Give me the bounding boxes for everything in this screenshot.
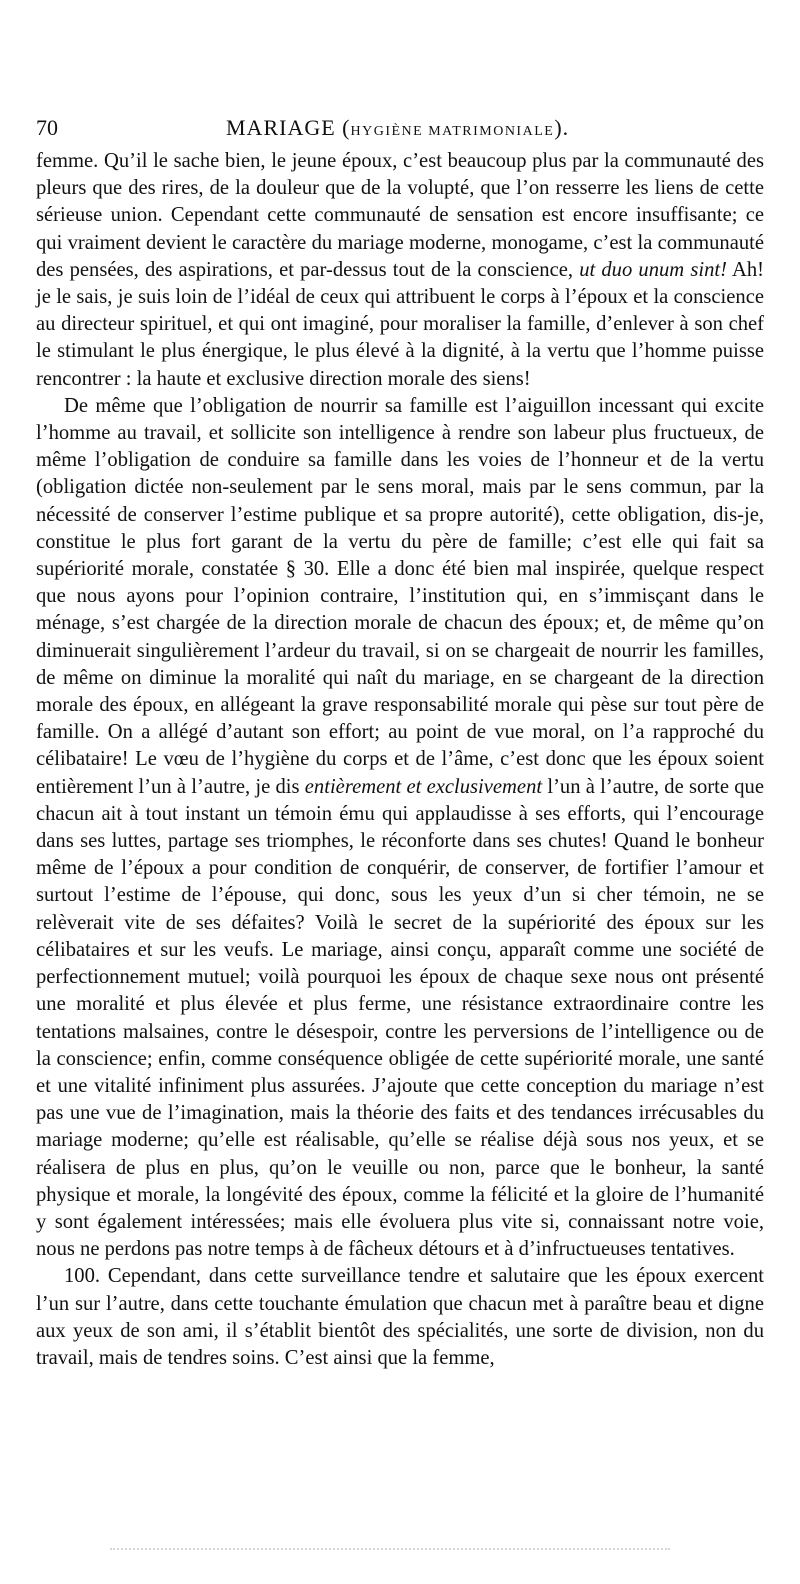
- latin-quote: ut duo unum sint!: [579, 258, 727, 281]
- body-text: [36, 148, 764, 1372]
- running-title-subtitle: HYGIÈNE MATRIMONIALE: [350, 124, 555, 139]
- emphasis-text: entièrement et exclusivement: [304, 775, 543, 798]
- paragraph-100: 100. Cependant, dans cette surveillance tendre et salutaire que les époux exercent l’un sur l’autre, dans cette touchante émulation que chacun met à paraître beau et digne aux yeux de son ami, il s’établit bientôt des spécialités, une sorte de division, non du travail, mais de tendres soins. C’est ainsi que la femme,: [36, 1265, 764, 1369]
- paragraph-2-part-1: De même que l’obligation de nourrir sa famille est l’aiguillon incessant qui excite l’homme au travail, et sollicite son intelligence à rendre son labeur plus fructueux, de même l’obligation de conduire sa famille dans les voies de l’honneur et de la vertu (obligation dictée non-seulement par le sens moral, mais par le sens commun, par la nécessité de conserver l’estime publique et sa propre autorité), cette obligation, dis-je, constitue le plus fort garant de la vertu du père de famille; c’est elle qui fait sa supériorité morale, constatée § 30. Elle a donc été bien mal inspirée, quelque respect que nous ayons pour l’opinion contraire, l’institution qui, en s’immisçant dans le ménage, s’est chargée de la direction morale de chacun des époux; et, de même qu’on diminuerait singulièrement l’ardeur du travail, si on se chargeait de nourrir les familles, de même on diminue la moralité qui naît du mariage, en se chargeant de la direction morale des époux, en allégeant la grave responsabilité morale qui pèse sur tout père de famille. On a allégé d’autant son effort; au point de vue moral, on l’a rapproché du célibataire! Le vœu de l’hygiène du corps et de l’âme, c’est donc que les époux soient entièrement l’un à l’autre, je dis: [36, 394, 764, 798]
- book-page: [36, 108, 764, 1372]
- page-number: 70: [36, 115, 58, 140]
- paragraph-2: [36, 393, 764, 1264]
- running-title-main: MARIAGE (: [226, 115, 351, 140]
- paragraph-1-part-2: Ah! je le sais, je suis loin de l’idéal de ceux qui attribuent le corps à l’époux et la conscience au directeur spirituel, et qui ont imaginé, pour moraliser la famille, d’enlever à son chef le stimulant le plus énergique, le plus élevé à la dignité, à la vertu que l’homme puisse rencontrer : la haute et exclusive direction morale des siens!: [36, 258, 764, 390]
- bottom-print-marks: [110, 1548, 670, 1560]
- paragraph-1-part-1: femme. Qu’il le sache bien, le jeune époux, c’est beaucoup plus par la communauté des pleurs que des rires, de la douleur que de la volupté, que l’on resserre les liens de cette sérieuse union. Cependant cette communauté de sensation est encore insuffisante; ce qui vraiment devient le caractère du mariage moderne, monogame, c’est la communauté des pensées, des aspirations, et par-dessus tout de la conscience,: [36, 150, 764, 281]
- running-head: [36, 108, 764, 148]
- paragraph-continued: [36, 148, 764, 393]
- running-title: [226, 108, 569, 152]
- running-title-end: ).: [554, 115, 570, 140]
- paragraph-2-part-2: l’un à l’autre, de sorte que chacun ait à tout instant un témoin ému qui applaudisse à ses efforts, qui l’encourage dans ses luttes, partage ses triomphes, le réconforte dans ses chutes! Quand le bonheur même de l’époux a pour condition de conquérir, de conserver, de fortifier l’amour et surtout l’estime de l’épouse, qui donc, sous les yeux d’un si cher témoin, ne se relèverait vite de ses défaites? Voilà le secret de la supériorité des époux sur les célibataires et sur les veufs. Le mariage, ainsi conçu, apparaît comme une société de perfectionnement mutuel; voilà pourquoi les époux de chaque sexe nous ont présenté une moralité et plus élevée et plus ferme, une résistance extraordinaire contre les tentations malsaines, contre le désespoir, contre les perversions de l’intelligence ou de la conscience; enfin, comme conséquence obligée de cette supériorité morale, une santé et une vitalité infiniment plus assurées. J’ajoute que cette conception du mariage n’est pas une vue de l’imagination, mais la théorie des faits et des tendances irrécusables du mariage moderne; qu’elle est réalisable, qu’elle se réalise déjà sous nos yeux, et se réalisera de plus en plus, qu’on le veuille ou non, parce que le bonheur, la santé physique et morale, la longévité des époux, comme la félicité et la gloire de l’humanité y sont également intéressées; mais elle évoluera plus vite si, connaissant notre voie, nous ne perdons pas notre temps à de fâcheux détours et à d’infructueuses tentatives.: [36, 775, 764, 1261]
